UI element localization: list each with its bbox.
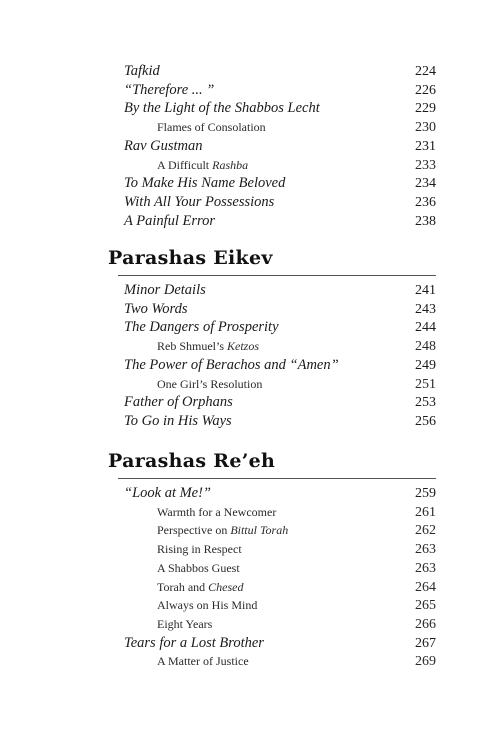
- toc-entry-title: [124, 99, 320, 118]
- toc-entry[interactable]: [124, 412, 436, 431]
- toc-entry-page-number: 244: [415, 320, 436, 336]
- toc-entry-title-text: A Matter of Justice: [157, 654, 249, 669]
- toc-entry-title: [157, 615, 212, 634]
- toc-entry-title-text: Tears for a Lost Brother: [124, 634, 264, 651]
- toc-entry-title-italic: Chesed: [208, 579, 244, 594]
- toc-entry-title-text: Warmth for a Newcomer: [157, 504, 277, 519]
- toc-entry-title-italic: Rashba: [212, 157, 249, 172]
- section-heading: Parashas Eikev: [108, 247, 273, 269]
- toc-entry-title: [124, 212, 215, 231]
- toc-entry-title: [124, 356, 339, 375]
- toc-entry-title-text: To Make His Name Beloved: [124, 175, 286, 192]
- toc-entry[interactable]: [124, 634, 436, 653]
- toc-entry-page-number: 241: [415, 283, 436, 298]
- toc-entry[interactable]: [124, 318, 436, 337]
- toc-entry-title: [157, 559, 240, 578]
- toc-entry-page-number: 263: [415, 560, 436, 576]
- toc-entry-title-text: Rising in Respect: [157, 542, 242, 557]
- toc-entry-title-text: Minor Details: [124, 282, 206, 298]
- section-divider: [118, 275, 436, 276]
- toc-entry[interactable]: [124, 193, 436, 212]
- toc-entry-title: [124, 634, 264, 653]
- toc-entry-title: [124, 300, 188, 319]
- toc-entry[interactable]: [124, 300, 436, 319]
- toc-entry-page-number: 264: [415, 579, 436, 595]
- toc-entry[interactable]: [157, 540, 436, 559]
- toc-entry-title-text: A Shabbos Guest: [157, 560, 240, 575]
- toc-entry-title: [157, 596, 257, 615]
- toc-entry[interactable]: [124, 281, 436, 300]
- toc-entry-title-text: Always on His Mind: [157, 598, 258, 613]
- toc-entry[interactable]: [124, 137, 436, 156]
- toc-entry-page-number: 249: [415, 357, 436, 373]
- toc-entry-page-number: 262: [415, 523, 436, 539]
- toc-entry-page-number: 229: [415, 101, 436, 117]
- toc-entry[interactable]: [157, 375, 436, 394]
- toc-entry-page-number: 269: [415, 654, 436, 670]
- toc-entry[interactable]: [124, 212, 436, 231]
- toc-entry-page-number: 236: [415, 194, 436, 210]
- toc-entry-page-number: 243: [415, 301, 436, 317]
- toc-entry[interactable]: [124, 484, 436, 503]
- toc-entry-page-number: 233: [415, 157, 436, 173]
- toc-entry-page-number: 234: [415, 176, 436, 192]
- toc-entry-page-number: 248: [415, 339, 436, 355]
- toc-entry-title: [124, 81, 214, 100]
- toc-entry-title-text: Two Words: [124, 300, 188, 317]
- toc-entry[interactable]: [157, 559, 436, 578]
- toc-entry-title: [124, 62, 160, 81]
- toc-entry[interactable]: [157, 118, 436, 137]
- toc-entry-title-text: Tafkid: [124, 63, 160, 79]
- toc-entry-title-text: By the Light of the Shabbos Lecht: [124, 100, 320, 117]
- toc-entry-title-text: “Therefore ... ”: [124, 81, 215, 98]
- toc-entry[interactable]: [157, 652, 436, 671]
- toc-entry-title-text: To Go in His Ways: [124, 412, 232, 429]
- toc-entry[interactable]: [124, 62, 436, 81]
- toc-entry-page-number: 267: [415, 635, 436, 651]
- toc-entry-title: [157, 503, 276, 522]
- toc-entry-title: [124, 174, 285, 193]
- toc-entry-page-number: 231: [415, 138, 436, 154]
- toc-entry-title-italic: Ketzos: [227, 339, 260, 354]
- toc-entry-page-number: 238: [415, 213, 436, 229]
- toc-entry-title-text: The Dangers of Prosperity: [124, 319, 279, 336]
- toc-entry[interactable]: [157, 521, 436, 540]
- toc-entry-page-number: 224: [415, 64, 436, 79]
- toc-entry-page-number: 226: [415, 82, 436, 98]
- toc-entry-title-text: Eight Years: [157, 616, 213, 631]
- toc-entry-page-number: 251: [415, 376, 436, 392]
- section-heading: Parashas Re’eh: [108, 450, 276, 472]
- toc-entry[interactable]: [157, 337, 436, 356]
- toc-entry-page-number: 259: [415, 486, 436, 501]
- toc-entry-title: [157, 652, 249, 671]
- toc-entry[interactable]: [124, 393, 436, 412]
- toc-entry[interactable]: [157, 615, 436, 634]
- toc-entry-title-text: With All Your Possessions: [124, 193, 275, 210]
- toc-entry-title: [157, 118, 266, 137]
- toc-entry-title: [124, 281, 206, 300]
- toc-entry-title-text: The Power of Berachos and “Amen”: [124, 356, 339, 373]
- toc-entry-title: [124, 393, 233, 412]
- toc-entry[interactable]: [157, 503, 436, 522]
- toc-entry-title-text: A Painful Error: [124, 212, 216, 229]
- toc-entry-title-text: “Look at Me!”: [124, 485, 211, 501]
- toc-entry-title-text: Perspective on: [157, 523, 231, 538]
- toc-entry-page-number: 230: [415, 120, 436, 136]
- section-divider: [118, 478, 436, 479]
- toc-entry-title: [157, 521, 288, 540]
- toc-entry-title-text: Torah and: [157, 579, 209, 594]
- toc-entry-title: [157, 578, 243, 597]
- toc-entry-title-text: Rav Gustman: [124, 137, 203, 154]
- toc-entry[interactable]: [157, 578, 436, 597]
- toc-entry-title-italic: Bittul Torah: [230, 523, 289, 538]
- toc-entry-title: [124, 484, 211, 503]
- toc-entry[interactable]: [124, 174, 436, 193]
- toc-entry-title-text: Father of Orphans: [124, 394, 233, 411]
- toc-entry[interactable]: [124, 81, 436, 100]
- toc-entry-title: [124, 412, 232, 431]
- toc-entry-page-number: 266: [415, 616, 436, 632]
- toc-entry-title: [157, 375, 262, 394]
- toc-entry-title: [124, 318, 279, 337]
- toc-entry-page-number: 256: [415, 413, 436, 429]
- toc-entry-title-text: Flames of Consolation: [157, 120, 266, 135]
- toc-entry-title: [124, 137, 203, 156]
- toc-entry-title-text: One Girl’s Resolution: [157, 376, 263, 391]
- toc-entry-title-text: Reb Shmuel’s: [157, 339, 228, 354]
- toc-entry-title: [124, 193, 274, 212]
- toc-entry[interactable]: [157, 156, 436, 175]
- toc-entry[interactable]: [124, 356, 436, 375]
- toc-entry-page-number: 263: [415, 542, 436, 558]
- toc-entry-page-number: 253: [415, 395, 436, 411]
- toc-entry-title: [157, 156, 248, 175]
- toc-entry[interactable]: [124, 99, 436, 118]
- toc-entry-title: [157, 337, 259, 356]
- toc-entry-title-text: A Difficult: [157, 157, 213, 172]
- toc-entry-page-number: 261: [415, 504, 436, 520]
- toc-entry-title: [157, 540, 242, 559]
- toc-entry-page-number: 265: [415, 598, 436, 614]
- toc-entry[interactable]: [157, 596, 436, 615]
